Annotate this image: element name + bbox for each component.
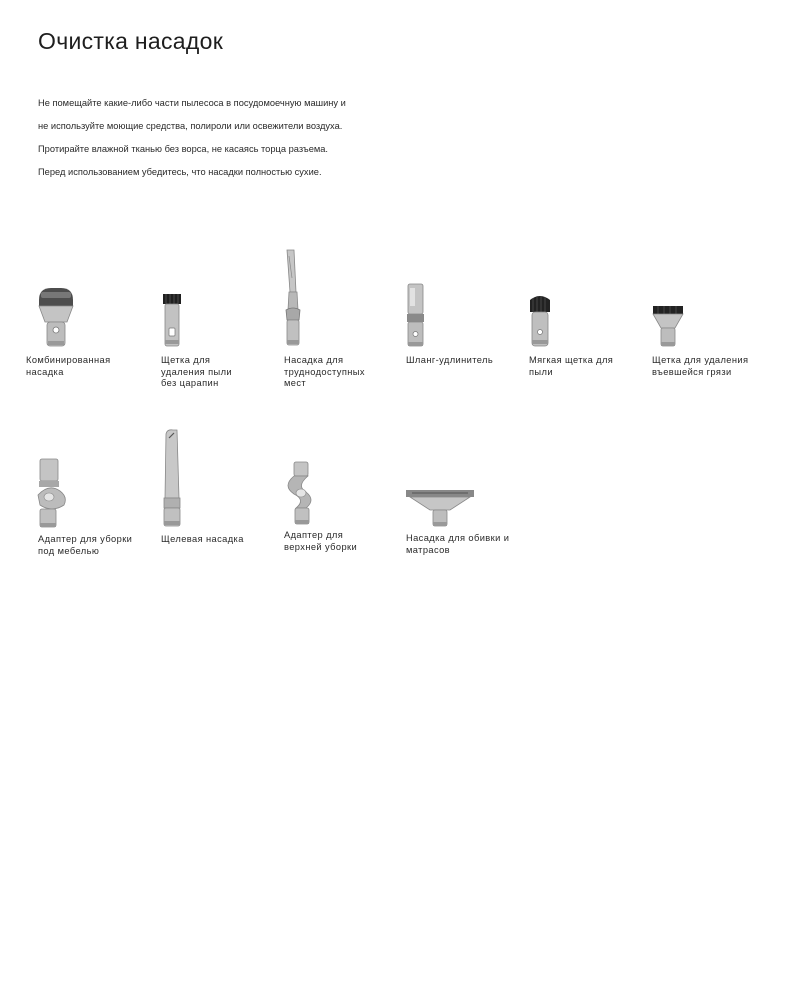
up-top-adapter-icon — [284, 460, 324, 530]
tool-label: Адаптер для верхней уборки — [284, 530, 358, 552]
tool-label: Адаптер для уборки под мебелью — [38, 534, 133, 556]
tool-label: Шланг-удлинитель — [406, 355, 494, 365]
tool-label: Комбинированная насадка — [26, 355, 111, 377]
soft-dusting-brush-icon — [529, 294, 569, 364]
tool-label: Щелевая насадка — [161, 534, 244, 544]
instruction-line: Протирайте влажной тканью без ворса, не касаясь торца разъема. — [38, 144, 329, 154]
tool-soft-dusting — [529, 282, 649, 412]
tool-label: Насадка для труднодоступных мест — [284, 355, 365, 389]
extension-hose-icon — [406, 282, 446, 352]
tool-stubborn-dirt — [652, 282, 772, 412]
cleaning-instructions — [38, 97, 458, 189]
combination-tool-icon — [34, 286, 94, 356]
tool-label: Мягкая щетка для пыли — [529, 355, 614, 377]
tool-crevice — [161, 428, 281, 568]
tool-label: Щетка для удаления пыли без царапин — [161, 355, 233, 389]
instruction-line: не используйте моющие средства, полироли или освежители воздуха. — [38, 121, 343, 131]
instruction-line: Перед использованием убедитесь, что насадки полностью сухие. — [38, 167, 322, 177]
tool-label: Насадка для обивки и матрасов — [406, 533, 510, 555]
mini-soft-dusting-brush-icon — [161, 292, 201, 362]
tool-mini-soft-dusting — [161, 282, 281, 412]
tool-up-top-adapter — [284, 460, 404, 570]
mattress-tool-icon — [406, 488, 486, 533]
tool-label: Щетка для удаления въевшейся грязи — [652, 355, 749, 377]
tool-crevice-reach — [284, 248, 404, 408]
tool-low-reach-adapter — [38, 457, 158, 577]
page-title: Очистка насадок — [38, 28, 224, 54]
low-reach-adapter-icon — [38, 457, 78, 532]
tool-mattress — [406, 488, 526, 578]
crevice-tool-icon — [161, 428, 201, 528]
reach-crevice-tool-icon — [284, 248, 324, 348]
tool-extension-hose — [406, 282, 526, 412]
tool-combination — [26, 282, 146, 412]
instruction-line: Не помещайте какие-либо части пылесоса в посудомоечную машину и — [38, 98, 346, 108]
